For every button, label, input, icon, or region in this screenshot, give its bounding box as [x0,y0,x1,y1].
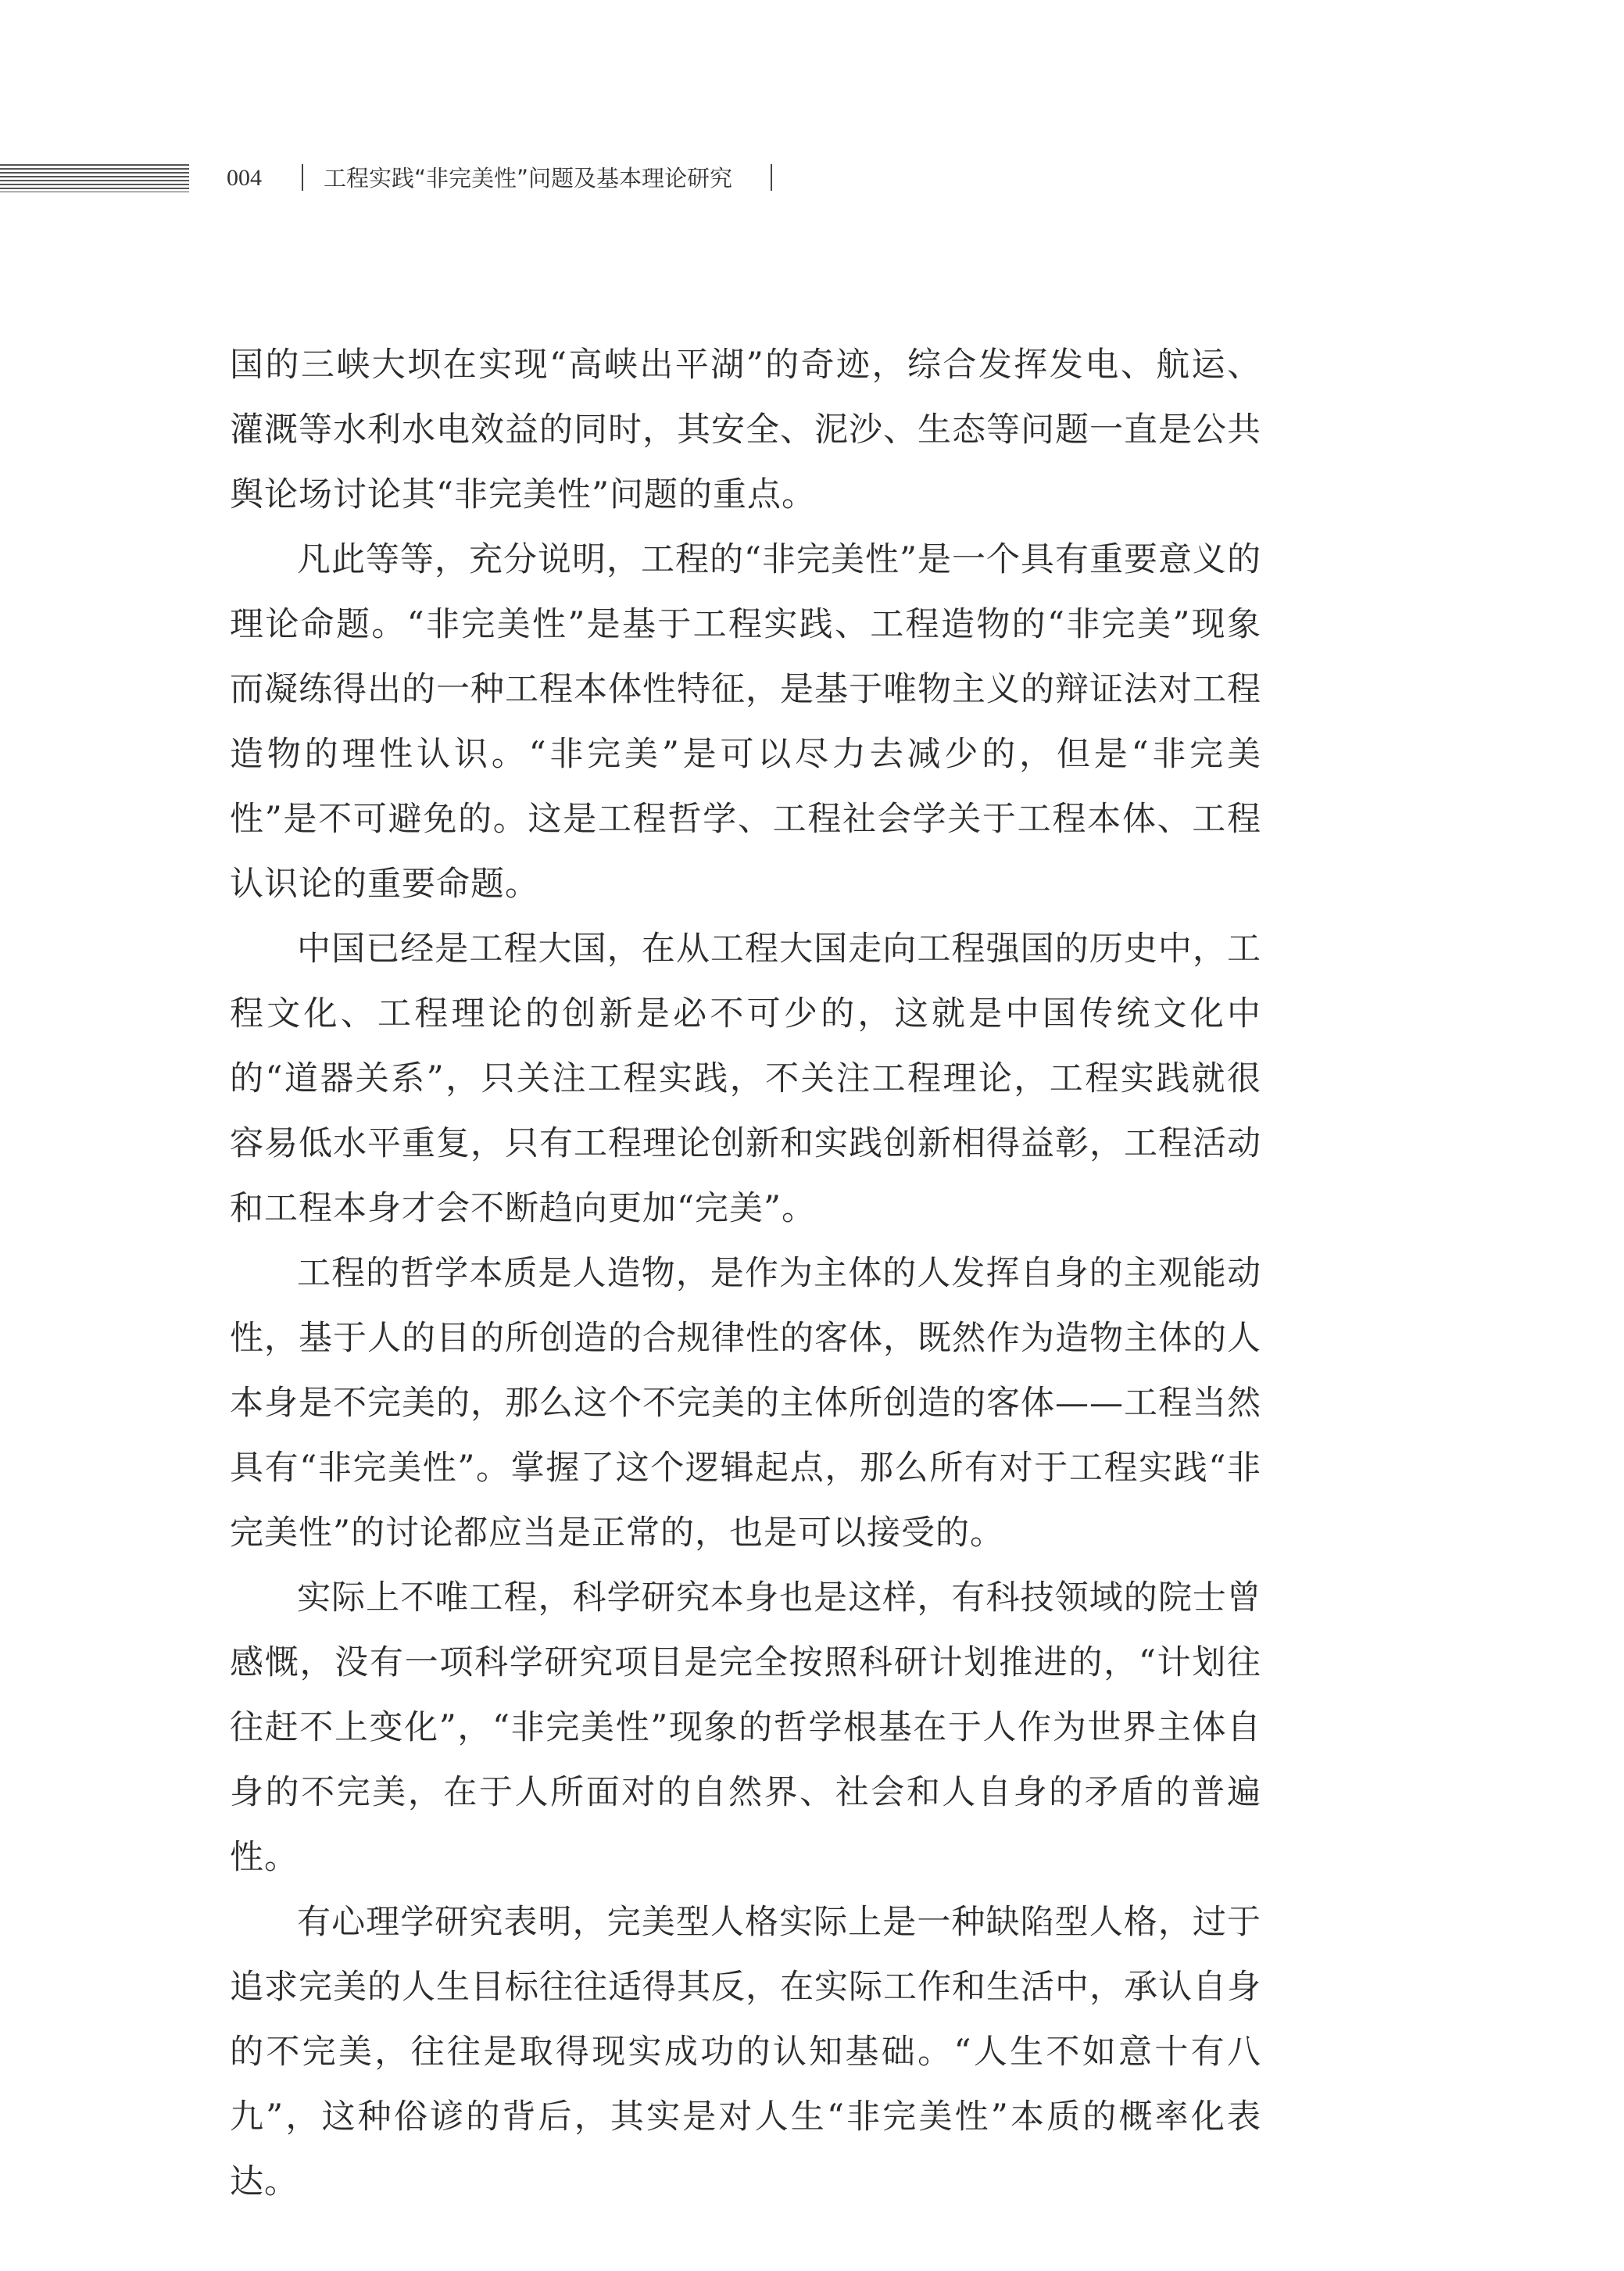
paragraph: 凡此等等，充分说明，工程的“非完美性”是一个具有重要意义的理论命题。“非完美性”是基于工程实践、工程造物的“非完美”现象而凝练得出的一种工程本体性特征，是基于唯物主义的辩证法对工程造物的理性认识。“非完美”是可以尽力去减少的，但是“非完美性”是不可避免的。这是工程哲学、工程社会学关于工程本体、工程认识论的重要命题。 [230,540,1261,904]
header-separator-right [771,164,772,191]
running-title: 工程实践“非完美性”问题及基本理论研究 [324,165,733,192]
paragraph: 有心理学研究表明，完美型人格实际上是一种缺陷型人格，过于追求完美的人生目标往往适得其反，在实际工作和生活中，承认自身的不完美，往往是取得现实成功的认知基础。“人生不如意十有八九”，这种俗谚的背后，其实是对人生“非完美性”本质的概率化表达。 [230,1903,1261,2201]
page-number: 004 [227,165,262,191]
header-separator-left [302,164,303,191]
paragraph: 中国已经是工程大国，在从工程大国走向工程强国的历史中，工程文化、工程理论的创新是必不可少的，这就是中国传统文化中的“道器关系”，只关注工程实践，不关注工程理论，工程实践就很容易低水平重复，只有工程理论创新和实践创新相得益彰，工程活动和工程本身才会不断趋向更加“完美”。 [230,930,1261,1228]
paragraph-continued: 国的三峡大坝在实现“高峡出平湖”的奇迹，综合发挥发电、航运、灌溉等水利水电效益的同时，其安全、泥沙、生态等问题一直是公共舆论场讨论其“非完美性”问题的重点。 [230,346,1261,514]
body-text [230,333,1261,2215]
running-header [0,161,860,200]
header-decorative-rule [0,164,189,192]
paragraph: 工程的哲学本质是人造物，是作为主体的人发挥自身的主观能动性，基于人的目的所创造的合规律性的客体，既然作为造物主体的人本身是不完美的，那么这个不完美的主体所创造的客体——工程当然具有“非完美性”。掌握了这个逻辑起点，那么所有对于工程实践“非完美性”的讨论都应当是正常的，也是可以接受的。 [230,1254,1261,1553]
paragraph: 实际上不唯工程，科学研究本身也是这样，有科技领域的院士曾感慨，没有一项科学研究项目是完全按照科研计划推进的，“计划往往赶不上变化”，“非完美性”现象的哲学根基在于人作为世界主体自身的不完美，在于人所面对的自然界、社会和人自身的矛盾的普遍性。 [230,1578,1261,1877]
